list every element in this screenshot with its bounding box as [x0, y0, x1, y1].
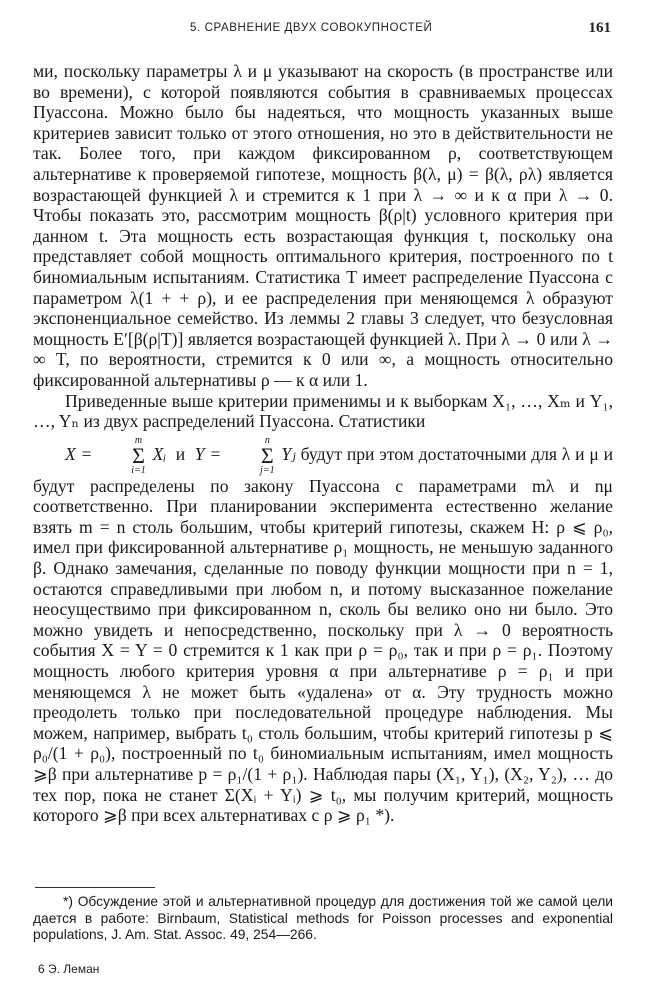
running-head: 5. СРАВНЕНИЕ ДВУХ СОВОКУПНОСТЕЙ — [190, 22, 433, 34]
formula-y-term: Yⱼ — [281, 443, 296, 464]
paragraph-2 — [33, 391, 613, 826]
sum-y-top: n — [264, 434, 270, 446]
sum-x-bottom: i=1 — [131, 464, 146, 476]
page-number: 161 — [588, 20, 611, 36]
sum-y — [228, 436, 275, 476]
footnote: *) Обсуждение этой и альтернативной процедур для достижения той же самой цели дается в работе: Birnbaum, Statistical methods for Poisson processes and exponential populations, J. Am. Stat. Assoc. 49, 254—266. — [33, 894, 613, 942]
sigma-x: Σ — [132, 442, 145, 468]
paragraph-2-rest: будут при этом достаточными для λ и μ и будут распределены по закону Пуассона с параметрами mλ и nμ соответственно. При планировании эксперимента естественно желание взять m = n столь большим, чтобы критерий гипотезы, скажем H: ρ ⩽ ρ₀, имел при фиксированной альтернативе ρ₁ мощность, не меньшую заданного β. Однако замечания, сделанные по поводу функции мощности при n = 1, остаются справедливыми при любом n, и потому высказанное пожелание неосуществимо при фиксированном n, сколь бы велико оно ни было. Это можно увидеть и непосредственно, поскольку при λ → 0 вероятность события X = Y = 0 стремится к 1 как при ρ = ρ₀, так и при ρ = ρ₁. Поэтому мощность любого критерия уровня α при альтернативе ρ = ρ₁ и при меняющемся λ не может быть «удалена» от α. Эту трудность можно преодолеть только при последовательной процедуре наблюдения. Мы можем, например, выбрать t₀ столь большим, чтобы критерий гипотезы p ⩽ ρ₀/(1 + ρ₀), построенный по t₀ биномиальным испытаниям, имел мощность ⩾β при альтернативе p = ρ₁/(1 + ρ₁). Наблюдая пары (X₁, Y₁), (X₂, Y₂), … до тех пор, пока не станет Σ(Xᵢ + Yᵢ) ⩾ t₀, мы получим критерий, мощность которого ⩾β при всех альтернативах с ρ ⩾ ρ₁ *). — [33, 443, 614, 826]
sum-x-top: m — [134, 434, 143, 446]
sigma-y: Σ — [260, 442, 274, 468]
sum-x — [99, 436, 146, 476]
formula-x-term: Xᵢ — [152, 443, 167, 464]
formula-and: и — [175, 443, 186, 464]
statistics-formula — [33, 436, 613, 826]
footnote-rule — [35, 887, 155, 888]
main-text — [33, 61, 613, 830]
paragraph-1: ми, поскольку параметры λ и μ указывают на скорость (в пространстве или во времени), с которой появляются события в сравниваемых процессах Пуассона. Можно было бы надеяться, что мощность указанных выше критериев зависит только от этого отношения, но это в действительности не так. Более того, при каждом фиксированном ρ, соответствующем альтернативе к проверяемой гипотезе, мощность β(λ, μ) = β(λ, ρλ) является возрастающей функцией λ и стремится к 1 при λ → ∞ и к α при λ → 0. Чтобы показать это, рассмотрим мощность β(ρ|t) условного критерия при данном t. Эта мощность есть возрастающая функция t, поскольку она представляет собой мощность оптимального критерия, построенного по t биномиальным испытаниям. Статистика T имеет распределение Пуассона с параметром λ(1 + + ρ), и ее распределения при меняющемся λ образуют экспоненциальное семейство. Из леммы 2 главы 3 следует, что безусловная мощность Eʹ[β(ρ|T)] является возрастающей функцией λ. При λ → 0 или λ → ∞ T, по вероятности, стремится к 0 или ∞, а мощность относительно фиксированной альтернативы ρ — к α или 1. — [33, 61, 613, 390]
sum-y-bottom: j=1 — [260, 464, 275, 476]
paragraph-2-lead: Приведенные выше критерии применимы и к выборкам X₁, …, Xₘ и Y₁, …, Yₙ из двух распределений Пуассона. Статистики — [33, 390, 613, 432]
formula-x-lhs: X = — [65, 443, 93, 464]
formula-y-lhs: Y = — [194, 443, 222, 464]
signature-mark: 6 Э. Леман — [38, 962, 100, 976]
